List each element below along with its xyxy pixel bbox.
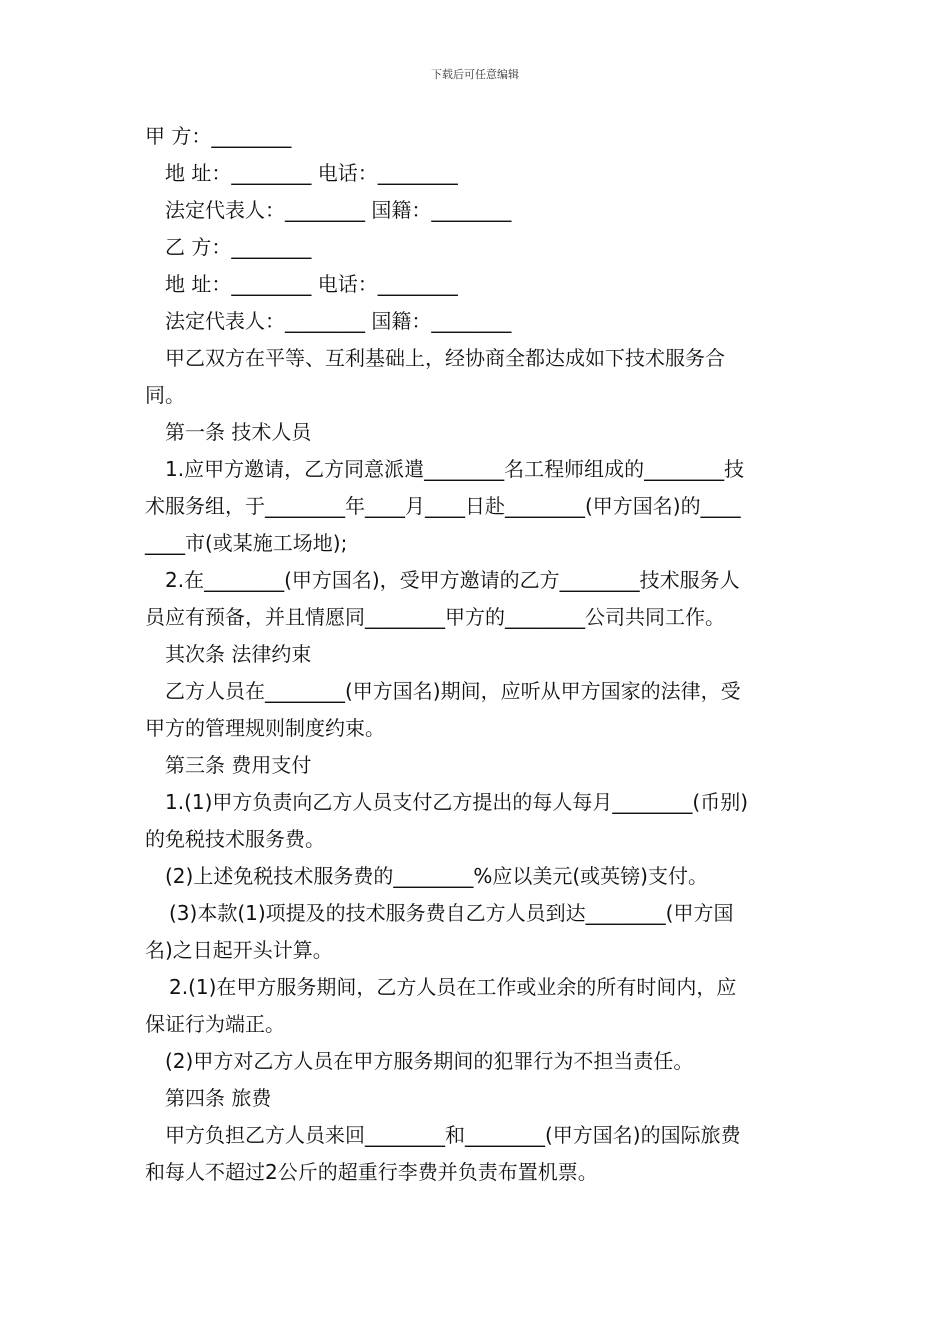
- article-4-text-line-2: 和每人不超过2公斤的超重行李费并负责布置机票。: [145, 1160, 598, 1184]
- page-header-note: 下载后可任意编辑: [431, 68, 519, 81]
- article-3-heading: 第三条 费用支付: [165, 753, 312, 777]
- article-1-clause-2-line-1: 2.在________(甲方国名)，受甲方邀请的乙方________技术服务人: [165, 568, 740, 592]
- article-3-clause-1-2: (2)上述免税技术服务费的________%应以美元(或英镑)支付。: [165, 864, 708, 888]
- article-2-heading: 其次条 法律约束: [165, 642, 312, 666]
- party-a-name: 甲 方：________: [145, 124, 292, 148]
- party-a-address-phone: 地 址：________ 电话：________: [165, 161, 458, 185]
- article-1-clause-1-line-1: 1.应甲方邀请，乙方同意派遣________名工程师组成的________技: [165, 457, 745, 481]
- article-3-clause-1-3-line-1: (3)本款(1)项提及的技术服务费自乙方人员到达________(甲方国: [169, 901, 734, 925]
- article-3-clause-1-1-line-2: 的免税技术服务费。: [145, 827, 325, 851]
- article-3-clause-2-2: (2)甲方对乙方人员在甲方服务期间的犯罪行为不担当责任。: [165, 1049, 694, 1073]
- party-b-address-phone: 地 址：________ 电话：________: [165, 272, 458, 296]
- party-b-representative-nationality: 法定代表人：________ 国籍：________: [165, 309, 512, 333]
- party-b-name: 乙 方：________: [165, 235, 312, 259]
- contract-body: [145, 118, 809, 1191]
- article-1-clause-2-line-2: 员应有预备，并且情愿同________甲方的________公司共同工作。: [145, 605, 725, 629]
- party-a-representative-nationality: 法定代表人：________ 国籍：________: [165, 198, 512, 222]
- article-3-clause-2-1-line-1: 2.(1)在甲方服务期间，乙方人员在工作或业余的所有时间内，应: [169, 975, 737, 999]
- article-3-clause-1-3-line-2: 名)之日起开头计算。: [145, 938, 333, 962]
- article-4-heading: 第四条 旅费: [165, 1086, 272, 1110]
- article-3-clause-2-1-line-2: 保证行为端正。: [145, 1012, 285, 1036]
- article-1-clause-1-line-3: ____市(或某施工场地);: [145, 531, 348, 555]
- article-3-clause-1-1-line-1: 1.(1)甲方负责向乙方人员支付乙方提出的每人每月________(币别): [165, 790, 749, 814]
- preamble-line-1: 甲乙双方在平等、互利基础上，经协商全都达成如下技术服务合: [165, 346, 725, 370]
- article-1-clause-1-line-2: 术服务组，于________年____月____日赴________(甲方国名)的____: [145, 494, 741, 518]
- article-4-text-line-1: 甲方负担乙方人员来回________和________(甲方国名)的国际旅费: [165, 1123, 741, 1147]
- article-2-text-line-1: 乙方人员在________(甲方国名)期间，应听从甲方国家的法律，受: [165, 679, 741, 703]
- article-2-text-line-2: 甲方的管理规则制度约束。: [145, 716, 385, 740]
- preamble-line-2: 同。: [145, 383, 185, 407]
- article-1-heading: 第一条 技术人员: [165, 420, 312, 444]
